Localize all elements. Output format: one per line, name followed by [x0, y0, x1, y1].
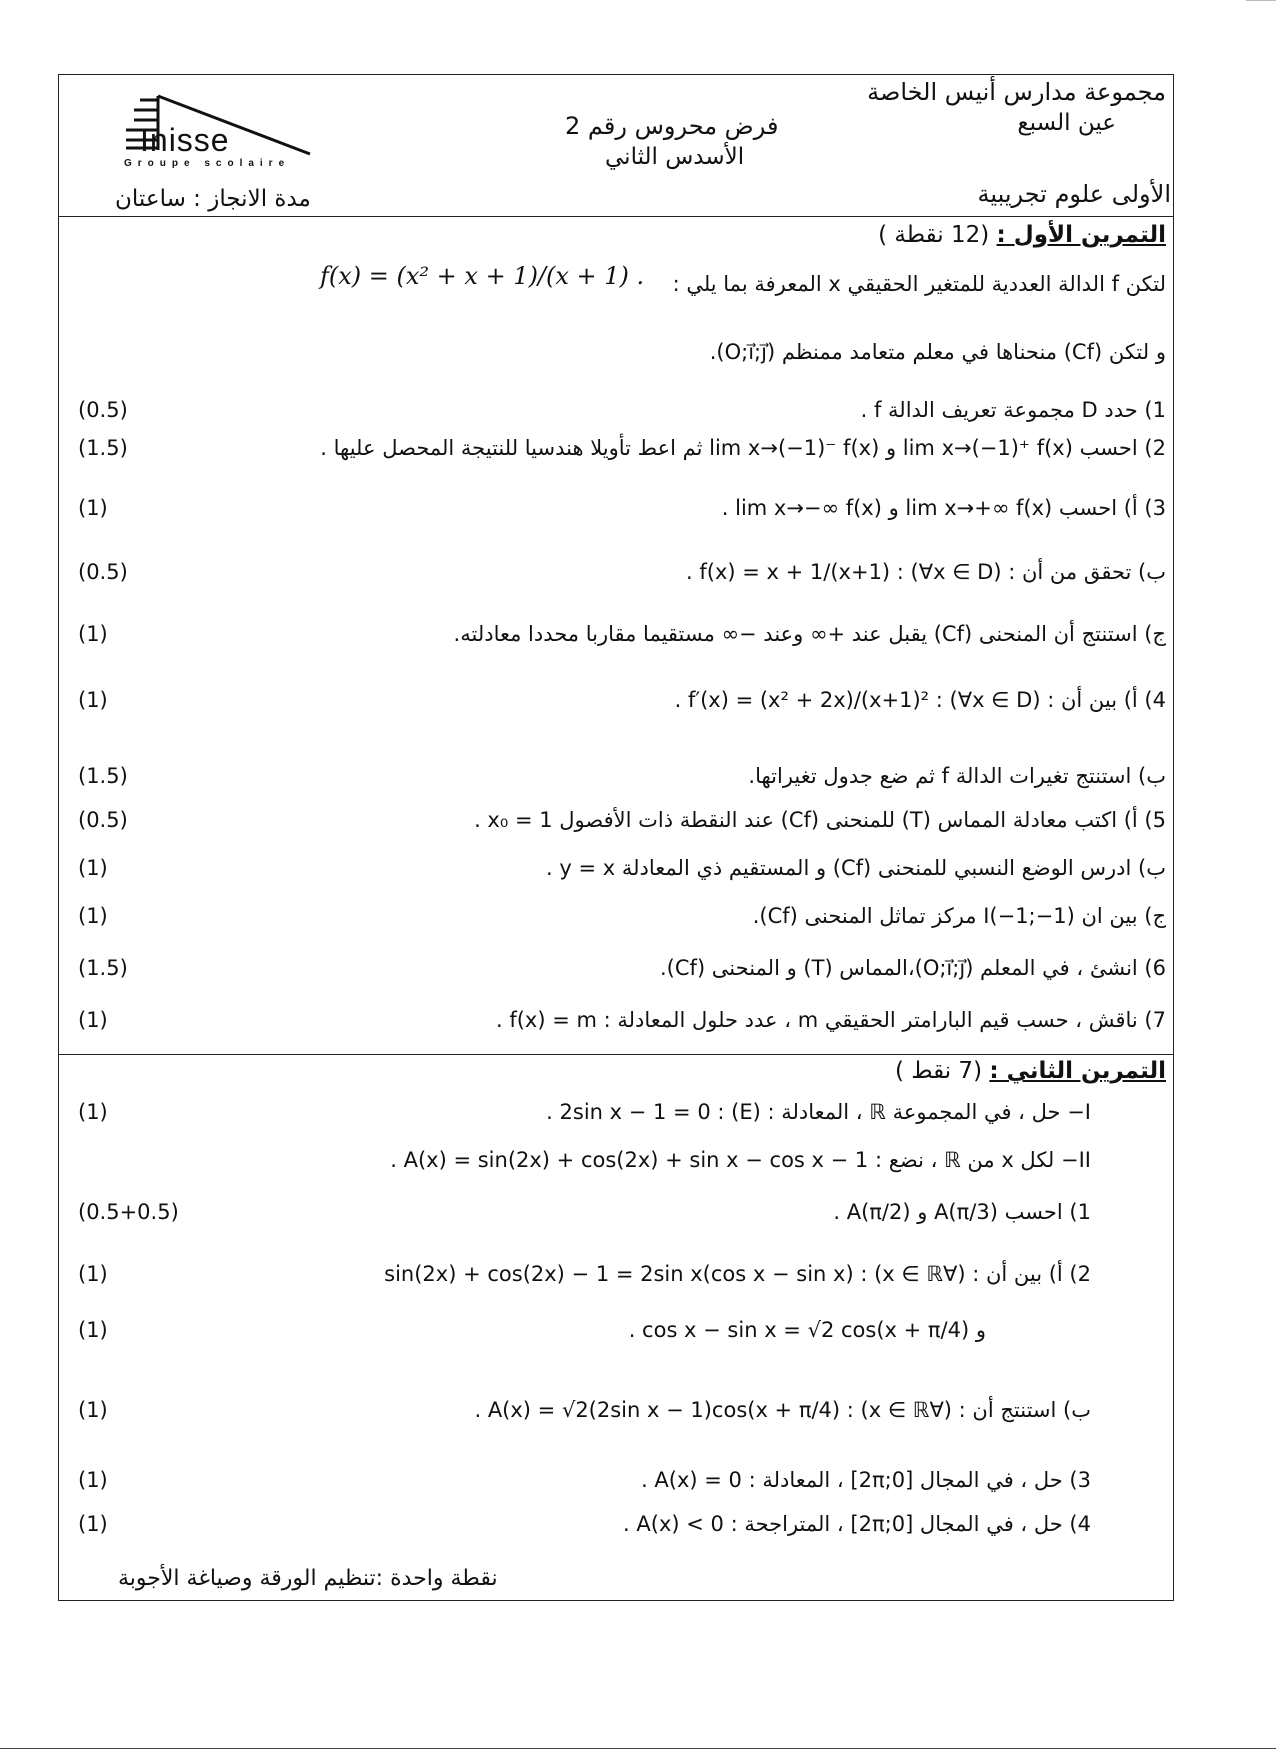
exam-frame	[58, 74, 1174, 1601]
exercise-1-intro-line-1: لتكن f الدالة العددية للمتغير الحقيقي x المعرفة بما يلي :	[672, 272, 1166, 296]
question-points: (1)	[78, 1100, 108, 1124]
question-points: (1)	[78, 622, 108, 646]
question-text: II− لكل x من ℝ ، نضع : A(x) = sin(2x) + cos(2x) + sin x − cos x − 1 .	[390, 1148, 1091, 1172]
question-text: I− حل ، في المجموعة ℝ ، المعادلة : (E) : 2sin x − 1 = 0 .	[546, 1100, 1091, 1124]
class-level: الأولى علوم تجريبية	[977, 180, 1171, 208]
logo-subtitle: Groupe scolaire	[124, 158, 291, 169]
exercise-1-intro-line-2: و لتكن (Cf) منحناها في معلم متعامد ممنظم (O;i⃗;j⃗).	[709, 340, 1166, 364]
exercise-2-points: (7 نقط )	[894, 1058, 983, 1084]
question-text: 1) احسب A(π/3) و A(π/2) .	[833, 1200, 1091, 1224]
question-text: 3) حل ، في المجال [0;2π] ، المعادلة : A(x) = 0 .	[641, 1468, 1091, 1492]
question-points: (1.5)	[78, 436, 128, 460]
question-text: 4) حل ، في المجال [0;2π] ، المتراجحة : A(x) < 0 .	[623, 1512, 1091, 1536]
header-divider	[58, 216, 1174, 217]
question-points: (0.5)	[78, 808, 128, 832]
exercise-1-heading	[878, 222, 1166, 250]
question-text: 6) انشئ ، في المعلم (O;i⃗;j⃗)،المماس (T) و المنحنى (Cf).	[660, 956, 1166, 980]
question-text: 2) أ) بين أن : (∀x ∈ ℝ) : sin(2x) + cos(2x) − 1 = 2sin x(cos x − sin x)	[384, 1262, 1091, 1286]
question-text: ب) استنتج أن : (∀x ∈ ℝ) : A(x) = √2(2sin x − 1)cos(x + π/4) .	[474, 1398, 1091, 1422]
question-points: (1)	[78, 1318, 108, 1342]
question-points: (0.5+0.5)	[78, 1200, 179, 1224]
question-points: (1)	[78, 1512, 108, 1536]
question-text: 7) ناقش ، حسب قيم البارامتر الحقيقي m ، عدد حلول المعادلة : f(x) = m .	[495, 1008, 1166, 1032]
school-name: مجموعة مدارس أنيس الخاصة	[867, 78, 1166, 106]
exam-title: فرض محروس رقم 2	[565, 112, 779, 140]
question-text: 1) حدد D مجموعة تعريف الدالة f .	[860, 398, 1166, 422]
question-points: (1)	[78, 1398, 108, 1422]
logo-wordmark: Inisse	[140, 122, 230, 158]
question-text: 3) أ) احسب lim x→+∞ f(x) و lim x→−∞ f(x) .	[721, 496, 1166, 520]
question-points: (1)	[78, 1008, 108, 1032]
question-text: ج) بين ان I(−1;−1) مركز تماثل المنحنى (Cf).	[752, 904, 1166, 928]
question-points: (1)	[78, 904, 108, 928]
exercise-divider	[58, 1054, 1174, 1055]
question-text: ب) تحقق من أن : f(x) = x + 1/(x+1) : (∀x ∈ D) .	[686, 560, 1166, 584]
semester: الأسدس الثاني	[605, 144, 745, 170]
exercise-2-heading	[895, 1058, 1166, 1086]
question-points: (0.5)	[78, 398, 128, 422]
question-points: (1)	[78, 688, 108, 712]
scan-edge-mark	[1246, 0, 1276, 1]
exercise-2-title: التمرين الثاني :	[989, 1058, 1166, 1084]
exam-duration: مدة الانجاز : ساعتان	[115, 186, 311, 212]
question-points: (0.5)	[78, 560, 128, 584]
question-points: (1)	[78, 856, 108, 880]
question-points: (1)	[78, 496, 108, 520]
exercise-1-title: التمرين الأول :	[996, 222, 1166, 248]
question-points: (1)	[78, 1468, 108, 1492]
question-points: (1.5)	[78, 956, 128, 980]
question-text: 5) أ) اكتب معادلة المماس (T) للمنحنى (Cf) عند النقطة ذات الأفصول x₀ = 1 .	[474, 808, 1166, 832]
question-points: (1.5)	[78, 764, 128, 788]
exercise-1-points: (12 نقطة )	[878, 222, 990, 248]
page-bottom-rule	[0, 1748, 1276, 1749]
question-text: ب) استنتج تغيرات الدالة f ثم ضع جدول تغيراتها.	[748, 764, 1166, 788]
city-name: عين السبع	[1017, 110, 1116, 136]
question-text: 2) احسب lim x→(−1)⁺ f(x) و lim x→(−1)⁻ f(x) ثم اعط تأويلا هندسيا للنتيجة المحصل عليها .	[320, 436, 1166, 460]
school-logo	[120, 88, 320, 172]
question-text: ب) ادرس الوضع النسبي للمنحنى (Cf) و المستقيم ذي المعادلة y = x .	[546, 856, 1166, 880]
question-text: و cos x − sin x = √2 cos(x + π/4) .	[628, 1318, 986, 1342]
function-definition-formula: f(x) = (x² + x + 1)/(x + 1) .	[320, 262, 645, 290]
question-text: 4) أ) بين أن : f′(x) = (x² + 2x)/(x+1)² : (∀x ∈ D) .	[674, 688, 1166, 712]
question-points: (1)	[78, 1262, 108, 1286]
question-text: ج) استنتج أن المنحنى (Cf) يقبل عند +∞ وعند −∞ مستقيما مقاربا محددا معادلته.	[453, 622, 1166, 646]
presentation-point-note: نقطة واحدة :تنظيم الورقة وصياغة الأجوبة	[118, 1566, 498, 1591]
